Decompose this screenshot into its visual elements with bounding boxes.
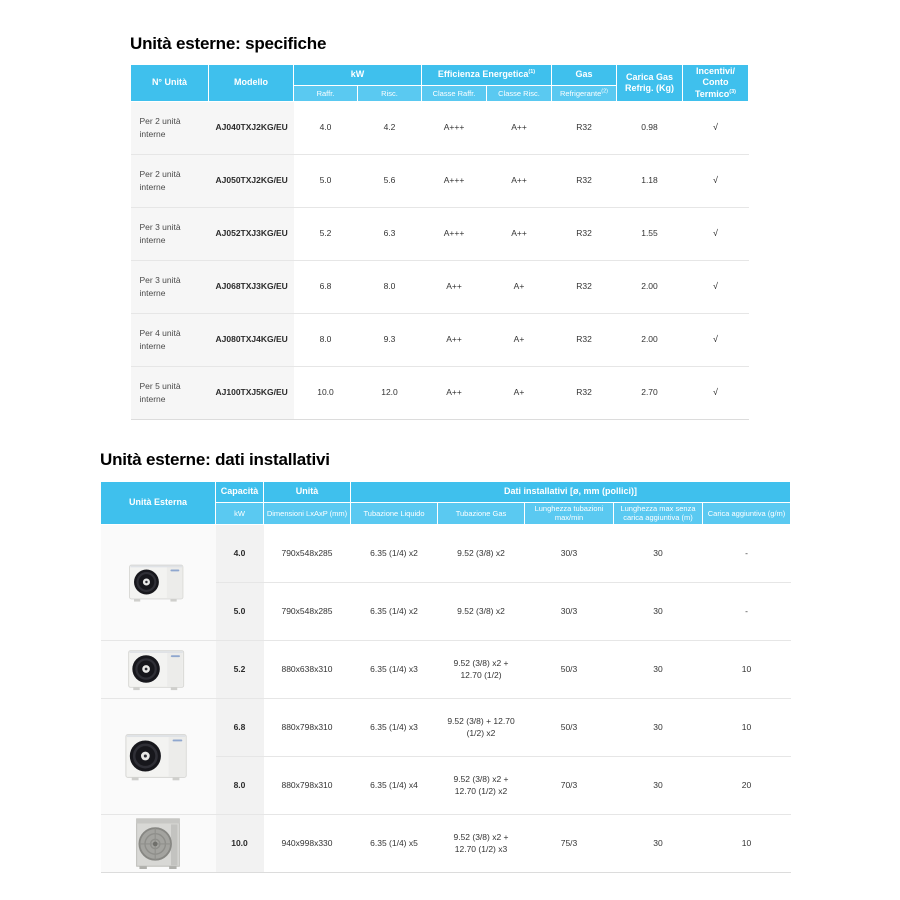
header-tubazione-gas: Tubazione Gas	[438, 503, 525, 525]
header-incentivi-line1: Incentivi/	[695, 66, 735, 76]
cell-classe-risc: A+	[487, 313, 552, 366]
cell-carica: 2.00	[617, 260, 683, 313]
incentivi-checkmark: √	[683, 154, 749, 207]
cell-n-unita: Per 5 unità interne	[131, 366, 209, 419]
header-incentivi	[683, 65, 749, 102]
table-row	[131, 101, 749, 154]
cell-capacita: 6.8	[216, 698, 264, 756]
cell-lunghezza-max: 30	[614, 640, 703, 698]
cell-kw-raff: 5.0	[294, 154, 358, 207]
cell-n-unita: Per 3 unità interne	[131, 260, 209, 313]
cell-classe-raff: A++	[422, 366, 487, 419]
cell-gas: R32	[552, 101, 617, 154]
table-row	[131, 313, 749, 366]
outdoor-unit-medium-image-cell	[101, 698, 216, 814]
cell-carica-aggiuntiva: -	[703, 582, 791, 640]
table-row	[101, 814, 791, 872]
cell-classe-raff: A+++	[422, 101, 487, 154]
cell-tubazione-liquido: 6.35 (1/4) x2	[351, 582, 438, 640]
header-refrigerante-footnote: (2)	[601, 88, 608, 95]
header-incentivi-footnote: (3)	[729, 88, 737, 95]
header-kw: kW	[216, 503, 264, 525]
incentivi-checkmark: √	[683, 313, 749, 366]
cell-n-unita: Per 2 unità interne	[131, 101, 209, 154]
cell-carica: 0.98	[617, 101, 683, 154]
cell-tubazione-liquido: 6.35 (1/4) x4	[351, 756, 438, 814]
cell-carica-aggiuntiva: 20	[703, 756, 791, 814]
cell-classe-raff: A++	[422, 260, 487, 313]
cell-n-unita: Per 4 unità interne	[131, 313, 209, 366]
cell-lunghezza: 50/3	[525, 640, 614, 698]
header-row-main	[101, 482, 791, 503]
cell-dimensioni: 790x548x285	[264, 524, 351, 582]
header-classe-raff: Classe Raffr.	[422, 86, 487, 102]
table-row	[131, 154, 749, 207]
cell-gas: R32	[552, 313, 617, 366]
cell-tubazione-gas: 9.52 (3/8) x2 + 12.70 (1/2) x2	[438, 756, 525, 814]
header-kw-group: kW	[294, 65, 422, 86]
cell-modello: AJ068TXJ3KG/EU	[209, 260, 294, 313]
outdoor-unit-small-image	[101, 641, 216, 698]
cell-kw-risc: 9.3	[358, 313, 422, 366]
cell-kw-raff: 10.0	[294, 366, 358, 419]
cell-dimensioni: 880x798x310	[264, 698, 351, 756]
cell-n-unita: Per 3 unità interne	[131, 207, 209, 260]
table-row	[101, 524, 791, 582]
outdoor-unit-large-icon	[132, 816, 184, 870]
header-efficienza-text: Efficienza Energetica	[437, 69, 529, 80]
table2-title: Unità esterne: dati installativi	[100, 450, 330, 469]
cell-kw-risc: 6.3	[358, 207, 422, 260]
outdoor-unit-large-image-cell	[101, 814, 216, 872]
cell-carica-aggiuntiva: -	[703, 524, 791, 582]
cell-carica-aggiuntiva: 10	[703, 698, 791, 756]
cell-n-unita: Per 2 unità interne	[131, 154, 209, 207]
header-gas-group: Gas	[552, 65, 617, 86]
cell-classe-risc: A++	[487, 101, 552, 154]
cell-kw-raff: 4.0	[294, 101, 358, 154]
cell-classe-raff: A+++	[422, 154, 487, 207]
cell-tubazione-gas: 9.52 (3/8) x2 + 12.70 (1/2) x3	[438, 814, 525, 872]
cell-dimensioni: 880x638x310	[264, 640, 351, 698]
cell-tubazione-liquido: 6.35 (1/4) x5	[351, 814, 438, 872]
header-classe-risc: Classe Risc.	[487, 86, 552, 102]
header-kw-risc: Risc.	[358, 86, 422, 102]
cell-modello: AJ052TXJ3KG/EU	[209, 207, 294, 260]
cell-carica: 1.18	[617, 154, 683, 207]
cell-classe-risc: A++	[487, 207, 552, 260]
header-dati-installativi: Dati installativi [ø, mm (pollici)]	[351, 482, 791, 503]
table-row	[101, 640, 791, 698]
outdoor-unit-small-image-cell	[101, 640, 216, 698]
section-dati-installativi	[100, 450, 790, 873]
outdoor-unit-small-icon	[126, 557, 190, 607]
incentivi-checkmark: √	[683, 260, 749, 313]
cell-tubazione-gas: 9.52 (3/8) x2	[438, 582, 525, 640]
cell-modello: AJ080TXJ4KG/EU	[209, 313, 294, 366]
cell-dimensioni: 940x998x330	[264, 814, 351, 872]
cell-tubazione-liquido: 6.35 (1/4) x3	[351, 640, 438, 698]
incentivi-checkmark: √	[683, 366, 749, 419]
outdoor-unit-medium-icon	[123, 728, 193, 784]
header-row-main	[131, 65, 749, 86]
section-specifiche	[130, 34, 748, 420]
header-carica-gas: Carica Gas Refrig. (Kg)	[617, 65, 683, 102]
cell-capacita: 4.0	[216, 524, 264, 582]
cell-kw-raff: 6.8	[294, 260, 358, 313]
cell-kw-risc: 4.2	[358, 101, 422, 154]
header-unita-esterna: Unità Esterna	[101, 482, 216, 525]
cell-capacita: 5.0	[216, 582, 264, 640]
incentivi-checkmark: √	[683, 101, 749, 154]
cell-lunghezza: 50/3	[525, 698, 614, 756]
cell-kw-risc: 8.0	[358, 260, 422, 313]
cell-lunghezza: 30/3	[525, 524, 614, 582]
outdoor-unit-large-image	[101, 815, 216, 872]
header-refrigerante-text: Refrigerante	[559, 88, 602, 98]
cell-gas: R32	[552, 207, 617, 260]
cell-gas: R32	[552, 366, 617, 419]
cell-lunghezza-max: 30	[614, 814, 703, 872]
header-incentivi-line2: Conto Termico	[694, 77, 730, 99]
outdoor-unit-medium-image	[101, 699, 216, 814]
header-refrigerante	[552, 86, 617, 102]
cell-kw-risc: 12.0	[358, 366, 422, 419]
table-row	[101, 698, 791, 756]
cell-lunghezza-max: 30	[614, 582, 703, 640]
cell-carica: 2.00	[617, 313, 683, 366]
cell-lunghezza: 75/3	[525, 814, 614, 872]
table-row	[131, 260, 749, 313]
header-tubazione-liquido: Tubazione Liquido	[351, 503, 438, 525]
table-row	[131, 366, 749, 419]
cell-classe-risc: A++	[487, 154, 552, 207]
outdoor-unit-small-image-cell	[101, 524, 216, 640]
cell-capacita: 10.0	[216, 814, 264, 872]
incentivi-checkmark: √	[683, 207, 749, 260]
cell-kw-raff: 8.0	[294, 313, 358, 366]
header-efficienza-footnote: (1)	[528, 69, 536, 76]
header-efficienza-group	[422, 65, 552, 86]
cell-kw-raff: 5.2	[294, 207, 358, 260]
cell-tubazione-gas: 9.52 (3/8) x2 + 12.70 (1/2)	[438, 640, 525, 698]
cell-gas: R32	[552, 154, 617, 207]
table1-title: Unità esterne: specifiche	[130, 34, 327, 53]
cell-classe-risc: A+	[487, 260, 552, 313]
cell-capacita: 8.0	[216, 756, 264, 814]
cell-tubazione-gas: 9.52 (3/8) x2	[438, 524, 525, 582]
cell-lunghezza: 70/3	[525, 756, 614, 814]
header-n-unita: N° Unità	[131, 65, 209, 102]
header-carica-aggiuntiva: Carica aggiuntiva (g/m)	[703, 503, 791, 525]
header-lunghezza-max: Lunghezza max senza carica aggiuntiva (m)	[614, 503, 703, 525]
header-lunghezza-tubazioni: Lunghezza tubazioni max/min	[525, 503, 614, 525]
cell-carica-aggiuntiva: 10	[703, 814, 791, 872]
cell-classe-raff: A++	[422, 313, 487, 366]
cell-lunghezza: 30/3	[525, 582, 614, 640]
outdoor-unit-small-image	[101, 525, 216, 640]
cell-modello: AJ040TXJ2KG/EU	[209, 101, 294, 154]
install-table	[100, 481, 791, 873]
cell-dimensioni: 790x548x285	[264, 582, 351, 640]
cell-tubazione-gas: 9.52 (3/8) + 12.70 (1/2) x2	[438, 698, 525, 756]
cell-tubazione-liquido: 6.35 (1/4) x2	[351, 524, 438, 582]
outdoor-unit-small-icon	[125, 644, 191, 694]
header-unita: Unità	[264, 482, 351, 503]
cell-lunghezza-max: 30	[614, 524, 703, 582]
specs-table	[130, 64, 749, 420]
cell-modello: AJ100TXJ5KG/EU	[209, 366, 294, 419]
cell-capacita: 5.2	[216, 640, 264, 698]
cell-carica-aggiuntiva: 10	[703, 640, 791, 698]
header-dimensioni: Dimensioni LxAxP (mm)	[264, 503, 351, 525]
cell-carica: 2.70	[617, 366, 683, 419]
table-row	[131, 207, 749, 260]
cell-lunghezza-max: 30	[614, 756, 703, 814]
cell-classe-raff: A+++	[422, 207, 487, 260]
cell-carica: 1.55	[617, 207, 683, 260]
header-capacita: Capacità	[216, 482, 264, 503]
cell-tubazione-liquido: 6.35 (1/4) x3	[351, 698, 438, 756]
header-modello: Modello	[209, 65, 294, 102]
cell-gas: R32	[552, 260, 617, 313]
cell-lunghezza-max: 30	[614, 698, 703, 756]
cell-classe-risc: A+	[487, 366, 552, 419]
cell-kw-risc: 5.6	[358, 154, 422, 207]
cell-modello: AJ050TXJ2KG/EU	[209, 154, 294, 207]
header-kw-raff: Raffr.	[294, 86, 358, 102]
cell-dimensioni: 880x798x310	[264, 756, 351, 814]
